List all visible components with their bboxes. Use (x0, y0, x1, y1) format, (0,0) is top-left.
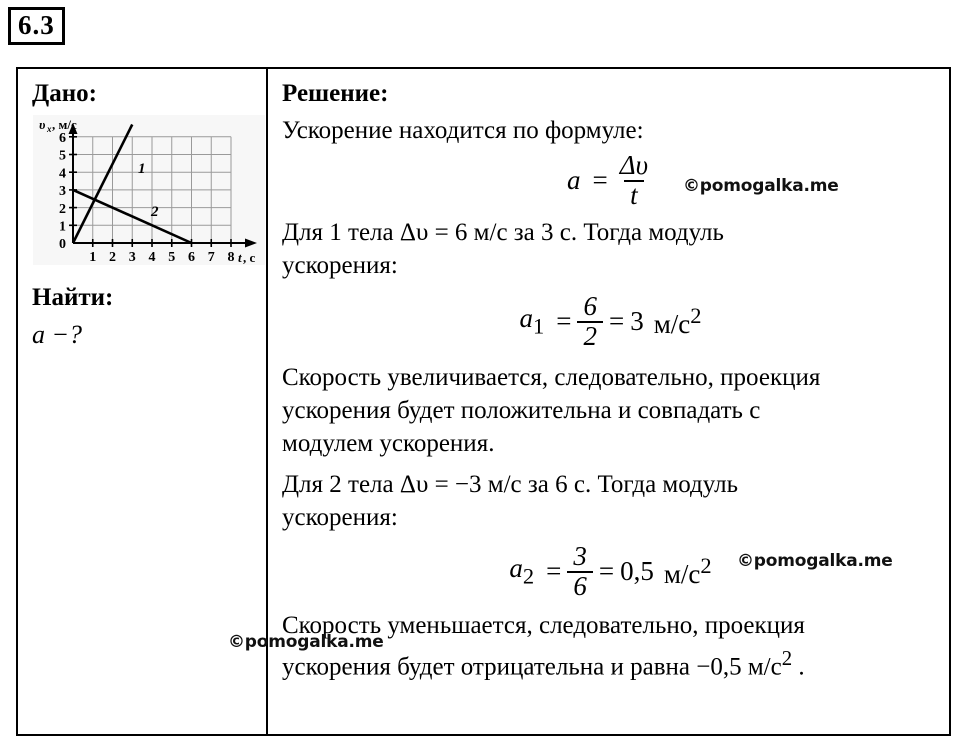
svg-text:6: 6 (188, 250, 195, 265)
body1-line1: Для 1 тела Δυ = 6 м/с за 3 с. Тогда модуль (282, 219, 724, 247)
svg-text:, c: , c (243, 250, 256, 265)
formula-lhs: a (567, 165, 581, 196)
solution-intro: Ускорение находится по формуле: (282, 117, 644, 144)
fraction-a1-numerator: 6 (583, 291, 597, 322)
solution-heading: Решение: (282, 80, 389, 107)
formula-a2-symbol: a (509, 553, 523, 584)
fraction-a2-denominator: 6 (567, 571, 593, 601)
svg-text:0: 0 (59, 237, 66, 252)
svg-text:7: 7 (207, 250, 215, 265)
conclusion2-text: ускорения будет отрицательна и равна −0,5 (282, 653, 742, 681)
given-heading: Дано: (32, 80, 97, 107)
formula-a1-lhs (519, 303, 544, 339)
svg-text:1: 1 (59, 219, 66, 235)
fraction-a1-denominator: 2 (577, 321, 603, 351)
solution-table (16, 67, 951, 736)
find-heading: Найти: (32, 284, 114, 311)
svg-text:t: t (238, 250, 242, 265)
y-tick-labels (59, 131, 66, 252)
formula-equals: = (592, 165, 608, 196)
svg-text:4: 4 (148, 250, 156, 265)
svg-text:2: 2 (59, 201, 66, 217)
formula-a1-subscript: 1 (532, 313, 545, 339)
fraction-a2-numerator: 3 (573, 541, 587, 572)
svg-text:1: 1 (89, 250, 97, 265)
y-axis-title (39, 117, 77, 134)
fraction-delta-v-over-t (614, 152, 654, 209)
formula-a2-unit (664, 553, 712, 590)
svg-text:6: 6 (59, 131, 66, 146)
formula-a2-result: 0,5 (620, 556, 654, 587)
formula-a2-unit-text: м/с (663, 559, 701, 590)
svg-text:x: x (47, 124, 52, 134)
find-value: a −? (32, 320, 83, 349)
svg-text:5: 5 (168, 250, 176, 265)
formula-a1-symbol: a (519, 303, 533, 334)
formula-a2-lhs (509, 553, 534, 589)
task-number-badge (8, 7, 65, 45)
watermark-top: ©pomogalka.me (683, 176, 839, 196)
svg-text:3: 3 (128, 250, 136, 265)
svg-text:υ: υ (39, 117, 46, 132)
fraction-a2 (567, 543, 593, 600)
svg-text:2: 2 (109, 250, 116, 265)
svg-text:, м/с: , м/с (52, 117, 77, 132)
formula-a2-equals-1: = (546, 556, 562, 587)
x-axis-title (238, 250, 256, 265)
formula-a1-unit-text: м/с (653, 309, 691, 340)
formula-a1 (282, 293, 939, 350)
velocity-time-graph (33, 115, 265, 265)
formula-a1-unit-power: 2 (690, 303, 702, 329)
fraction-a1 (577, 293, 603, 350)
formula-a2-unit-power: 2 (700, 553, 712, 579)
body2-line2: ускорения: (282, 504, 398, 532)
formula-a2-subscript: 2 (522, 563, 535, 589)
series-label-2: 2 (151, 204, 159, 220)
svg-text:5: 5 (59, 148, 66, 164)
watermark-bottom: ©pomogalka.me (228, 632, 384, 652)
conclusion2-unit-power: 2 (781, 646, 793, 671)
conclusion2-period: . (798, 653, 805, 681)
conclusion1-line2: ускорения будет положительна и совпадать с (282, 397, 761, 425)
body1-line2: ускорения: (282, 252, 398, 280)
fraction-numerator: Δυ (619, 150, 648, 180)
formula-a1-equals-1: = (556, 306, 572, 337)
conclusion1-line3: модулем ускорения. (282, 430, 495, 458)
svg-text:3: 3 (59, 184, 66, 200)
svg-text:4: 4 (59, 166, 66, 182)
conclusion2-line1: Скорость уменьшается, следовательно, проекция (282, 612, 805, 640)
formula-a1-unit (654, 303, 702, 340)
fraction-denominator: t (624, 180, 644, 210)
formula-a1-equals-2: = (608, 306, 625, 337)
formula-a1-result: 3 (630, 306, 644, 337)
series-label-1: 1 (138, 161, 146, 177)
conclusion1-line1: Скорость увеличивается, следовательно, проекция (282, 364, 821, 392)
formula-acceleration-definition (282, 152, 939, 209)
find-block (32, 283, 254, 351)
task-number: 6.3 (18, 10, 55, 40)
watermark-middle: ©pomogalka.me (737, 551, 893, 571)
svg-text:8: 8 (227, 250, 235, 265)
graph-svg (33, 115, 265, 265)
body2-line1: Для 2 тела Δυ = −3 м/с за 6 с. Тогда модуль (282, 471, 739, 499)
formula-a2-equals-2: = (598, 556, 615, 587)
conclusion2-unit: м/с (747, 653, 782, 681)
